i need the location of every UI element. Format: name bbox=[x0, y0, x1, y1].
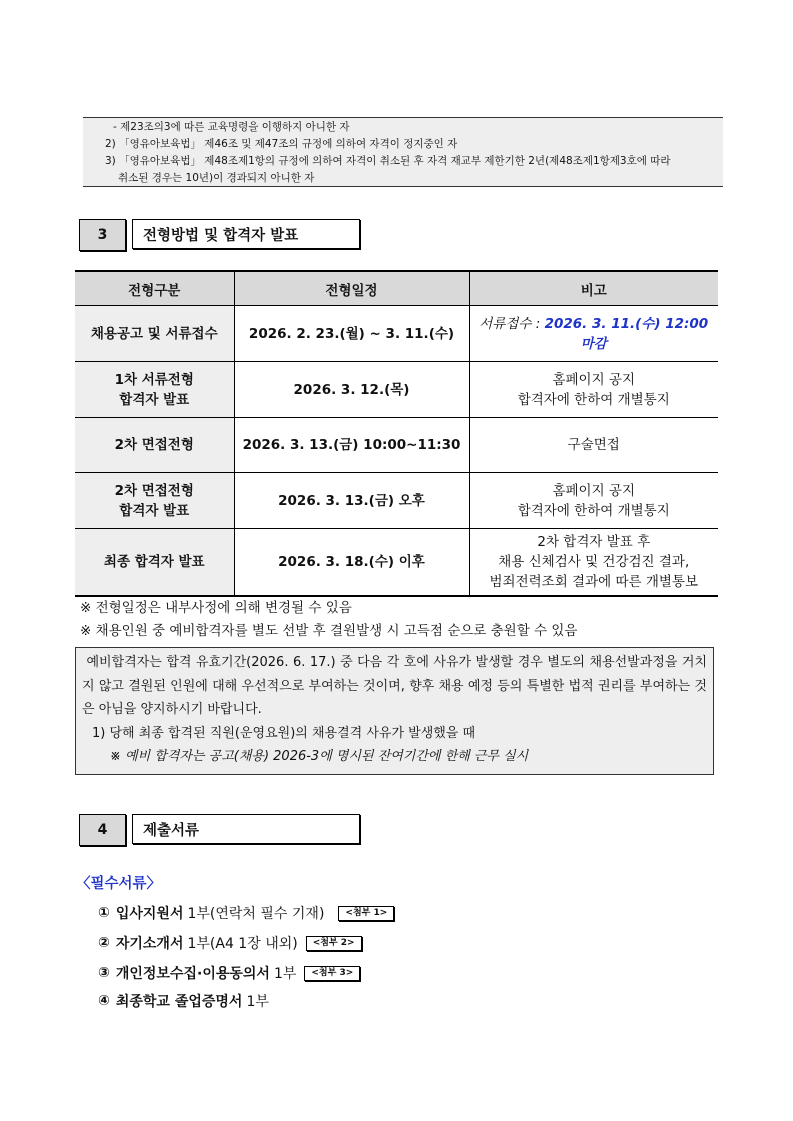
section-number: 3 bbox=[79, 219, 126, 251]
document-name: 입사지원서 bbox=[115, 906, 184, 922]
document-name: 개인정보수집·이용동의서 bbox=[115, 966, 270, 982]
list-item bbox=[98, 933, 362, 953]
remark-line: 범죄전력조회 결과에 따른 개별통보 bbox=[489, 573, 698, 590]
category-cell: 최종 합격자 발표 bbox=[75, 529, 234, 596]
note-line: 2) 「영유아보육법」 제46조 및 제47조의 규정에 의하여 자격이 정지중인 자 bbox=[105, 138, 458, 150]
document-detail: 1부(A4 1장 내외) bbox=[187, 936, 298, 952]
document-detail: 1부 bbox=[273, 966, 297, 982]
remark-line: 2차 합격자 발표 후 bbox=[537, 533, 651, 550]
remark-cell bbox=[469, 473, 718, 529]
table-row bbox=[75, 529, 718, 596]
remark-cell: 구술면접 bbox=[469, 418, 718, 473]
item-number: ③ bbox=[98, 965, 110, 981]
note-line: 취소된 경우는 10년)이 경과되지 아니한 자 bbox=[118, 172, 315, 184]
remark-cell bbox=[469, 306, 718, 362]
category-line: 1차 서류전형 bbox=[114, 371, 194, 388]
required-docs-heading: 〈필수서류〉 bbox=[76, 876, 162, 892]
section-3-header bbox=[79, 219, 369, 251]
footnote: ※ 채용인원 중 예비합격자를 별도 선발 후 결원발생 시 고득점 순으로 충원할 수 있음 bbox=[80, 623, 578, 639]
list-item bbox=[98, 963, 360, 983]
attachment-badge: <첨부 1> bbox=[338, 906, 394, 921]
category-cell bbox=[75, 362, 234, 418]
attachment-badge: <첨부 3> bbox=[304, 966, 360, 981]
category-cell bbox=[75, 473, 234, 529]
reserve-paragraph bbox=[82, 651, 707, 722]
category-line: 2차 면접전형 bbox=[114, 482, 194, 499]
column-header: 전형일정 bbox=[234, 271, 469, 306]
column-header: 전형구분 bbox=[75, 271, 234, 306]
table-row bbox=[75, 473, 718, 529]
note-line: - 제23조의3에 따른 교육명령을 이행하지 아니한 자 bbox=[113, 121, 350, 133]
table-row bbox=[75, 418, 718, 473]
reserve-paragraph-text: 예비합격자는 합격 유효기간(2026. 6. 17.) 중 다음 각 호에 사유가 발생할 경우 별도의 채용선발과정을 거치지 않고 결원된 인원에 대해 우선적으로 부여하는 것이며, 향후 채용 예정 등의 특별한 법적 권리를 부여하는 것은 아님을 양지하시기 바랍니다. bbox=[82, 655, 707, 717]
section-title: 제출서류 bbox=[132, 814, 360, 844]
remark-prefix: 서류접수 : bbox=[479, 315, 545, 332]
section-number: 4 bbox=[79, 814, 126, 846]
section-title: 전형방법 및 합격자 발표 bbox=[132, 219, 360, 249]
remark-cell bbox=[469, 529, 718, 596]
note-line: 3) 「영유아보육법」 제48조제1항의 규정에 의하여 자격이 취소된 후 자격 재교부 제한기한 2년(제48조제1항제3호에 따라 bbox=[105, 155, 671, 167]
column-header: 비고 bbox=[469, 271, 718, 306]
table-header-row bbox=[75, 271, 718, 306]
reserve-item: 1) 당해 최종 합격된 직원(운영요원)의 채용결격 사유가 발생했을 때 bbox=[92, 725, 476, 741]
category-line: 합격자 발표 bbox=[119, 502, 190, 519]
item-number: ② bbox=[98, 935, 110, 951]
category-cell: 2차 면접전형 bbox=[75, 418, 234, 473]
item-number: ④ bbox=[98, 993, 110, 1009]
section-4-header bbox=[79, 814, 369, 846]
category-cell: 채용공고 및 서류접수 bbox=[75, 306, 234, 362]
document-detail: 1부(연락처 필수 기재) bbox=[187, 906, 325, 922]
item-number: ① bbox=[98, 905, 110, 921]
remark-line: 채용 신체검사 및 건강검진 결과, bbox=[498, 553, 690, 570]
reserve-note: ※ 예비 합격자는 공고(채용) 2026-3에 명시된 잔여기간에 한해 근무 실시 bbox=[110, 749, 529, 764]
schedule-cell: 2026. 3. 13.(금) 10:00~11:30 bbox=[234, 418, 469, 473]
remark-line: 홈페이지 공지 bbox=[552, 371, 636, 388]
disqualification-notes bbox=[83, 117, 723, 187]
remark-line: 합격자에 한하여 개별통지 bbox=[517, 391, 670, 408]
document-name: 최종학교 졸업증명서 bbox=[115, 994, 243, 1010]
reserve-candidate-box bbox=[75, 647, 714, 775]
schedule-cell: 2026. 2. 23.(월) ~ 3. 11.(수) bbox=[234, 306, 469, 362]
schedule-cell: 2026. 3. 12.(목) bbox=[234, 362, 469, 418]
remark-cell bbox=[469, 362, 718, 418]
document-detail: 1부 bbox=[246, 994, 269, 1010]
deadline-text: 2026. 3. 11.(수) 12:00 마감 bbox=[544, 315, 709, 352]
table-row bbox=[75, 362, 718, 418]
schedule-cell: 2026. 3. 18.(수) 이후 bbox=[234, 529, 469, 596]
attachment-badge: <첨부 2> bbox=[306, 936, 362, 951]
remark-highlight bbox=[479, 316, 708, 352]
remark-line: 합격자에 한하여 개별통지 bbox=[517, 502, 670, 519]
schedule-cell: 2026. 3. 13.(금) 오후 bbox=[234, 473, 469, 529]
remark-line: 홈페이지 공지 bbox=[552, 482, 636, 499]
document-name: 자기소개서 bbox=[115, 936, 184, 952]
table-row bbox=[75, 306, 718, 362]
list-item bbox=[98, 991, 269, 1011]
footnote: ※ 전형일정은 내부사정에 의해 변경될 수 있음 bbox=[80, 600, 352, 616]
list-item bbox=[98, 903, 394, 923]
schedule-table bbox=[75, 270, 718, 597]
category-line: 합격자 발표 bbox=[119, 391, 190, 408]
